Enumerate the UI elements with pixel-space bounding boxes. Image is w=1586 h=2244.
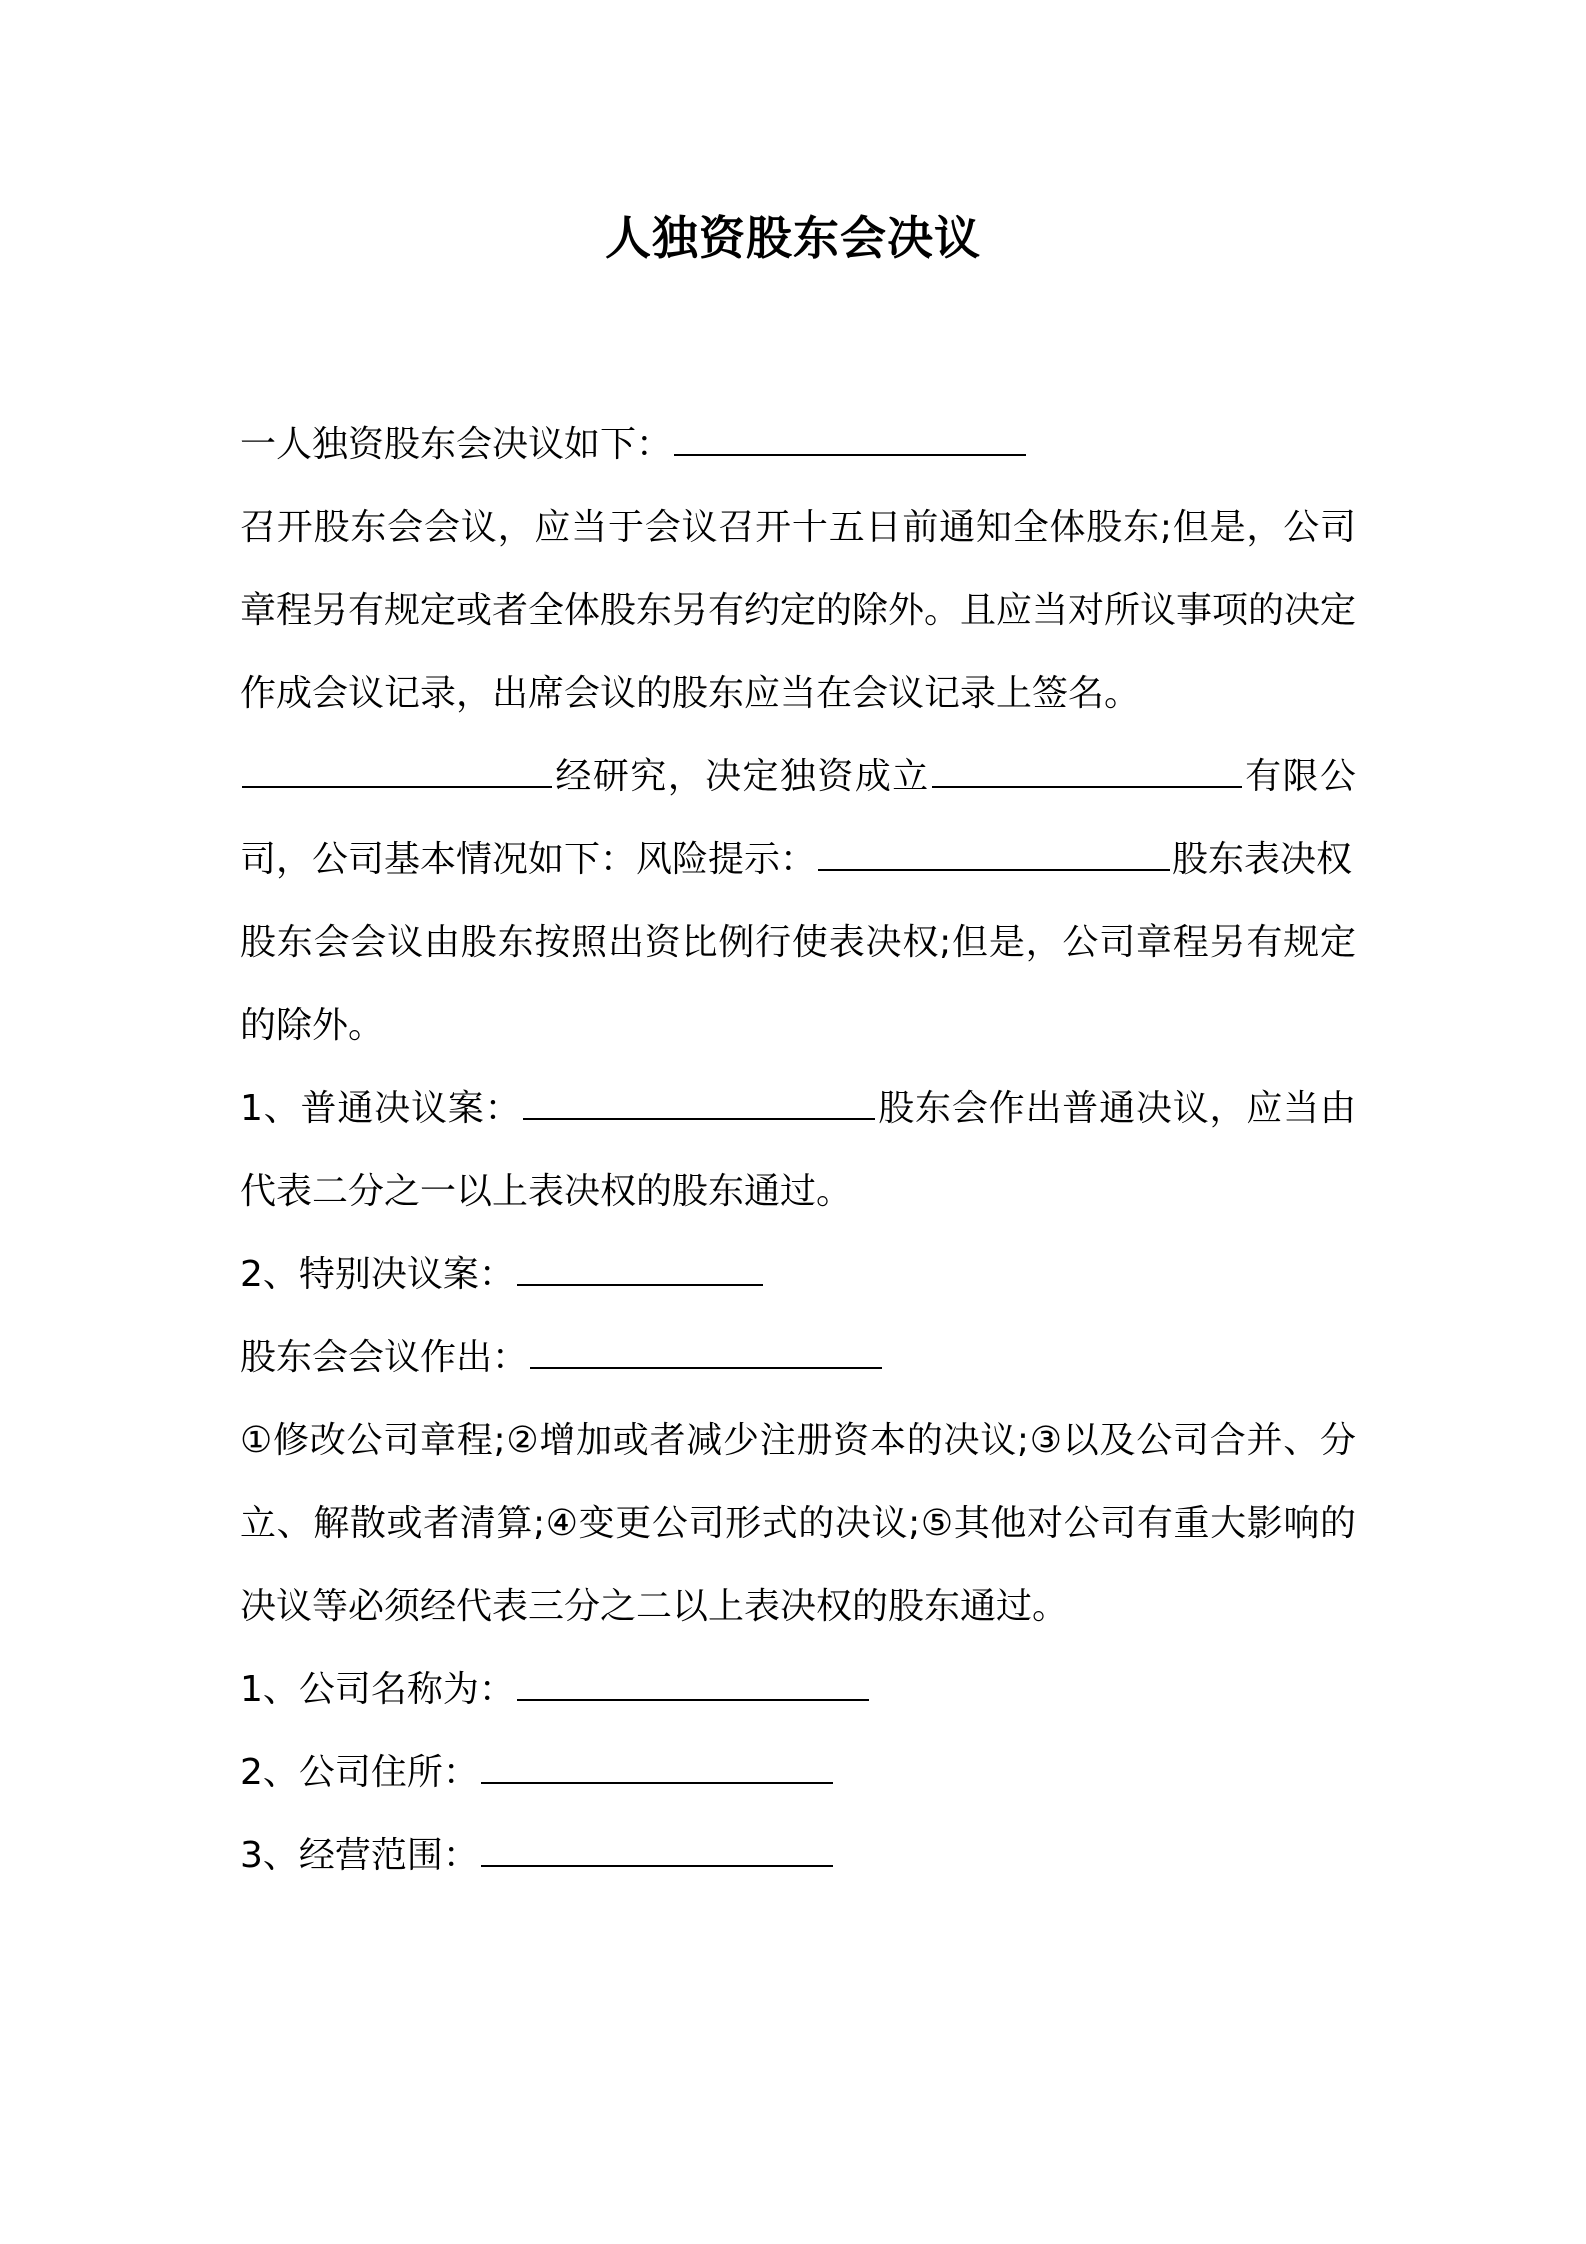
ordinary-resolution-paragraph xyxy=(240,1067,1356,1233)
company-address-paragraph xyxy=(240,1731,1356,1814)
meeting-notice-paragraph: 召开股东会会议，应当于会议召开十五日前通知全体股东;但是，公司章程另有规定或者全体股东另有约定的除外。且应当对所议事项的决定作成会议记录，出席会议的股东应当在会议记录上签名。 xyxy=(240,507,1357,714)
company-name-label: 1、公司名称为： xyxy=(240,1669,515,1710)
fill-blank xyxy=(674,414,1026,456)
meeting-decision-paragraph xyxy=(240,1316,1356,1399)
special-resolution-label: 2、特别决议案： xyxy=(240,1254,515,1295)
establishment-text-b: 有限公司，公司基本情况如下：风险提示： xyxy=(240,756,1356,880)
ordinary-resolution-label: 1、普通决议案： xyxy=(240,1088,522,1129)
intro-paragraph xyxy=(240,403,1356,486)
fill-blank xyxy=(523,1078,875,1120)
fill-blank xyxy=(517,1659,869,1701)
company-name-paragraph xyxy=(240,1648,1356,1731)
establishment-text-c: 股东表决权 xyxy=(1172,839,1353,880)
company-address-label: 2、公司住所： xyxy=(240,1752,479,1793)
intro-text: 一人独资股东会决议如下： xyxy=(240,424,673,465)
fill-blank xyxy=(818,829,1170,871)
fill-blank xyxy=(517,1244,763,1286)
meeting-decision-label: 股东会会议作出： xyxy=(240,1337,529,1378)
fill-blank xyxy=(242,746,552,788)
establishment-paragraph xyxy=(240,735,1356,901)
document-title: 人独资股东会决议 xyxy=(605,211,981,265)
fill-blank xyxy=(481,1825,833,1867)
special-resolution-paragraph xyxy=(240,1233,1356,1316)
document-body xyxy=(240,403,1356,1897)
fill-blank xyxy=(932,746,1242,788)
business-scope-label: 3、经营范围： xyxy=(240,1835,479,1876)
business-scope-paragraph xyxy=(240,1814,1356,1897)
voting-rights-paragraph: 股东会会议由股东按照出资比例行使表决权;但是，公司章程另有规定的除外。 xyxy=(240,922,1356,1046)
fill-blank xyxy=(530,1327,882,1369)
ordinary-resolution-text: 股东会作出普通决议，应当由代表二分之一以上表决权的股东通过。 xyxy=(240,1088,1356,1212)
establishment-text-a: 经研究，决定独资成立 xyxy=(554,756,930,797)
fill-blank xyxy=(481,1742,833,1784)
special-items-paragraph: ①修改公司章程;②增加或者减少注册资本的决议;③以及公司合并、分立、解散或者清算;④变更公司形式的决议;⑤其他对公司有重大影响的决议等必须经代表三分之二以上表决权的股东通过。 xyxy=(240,1420,1356,1627)
